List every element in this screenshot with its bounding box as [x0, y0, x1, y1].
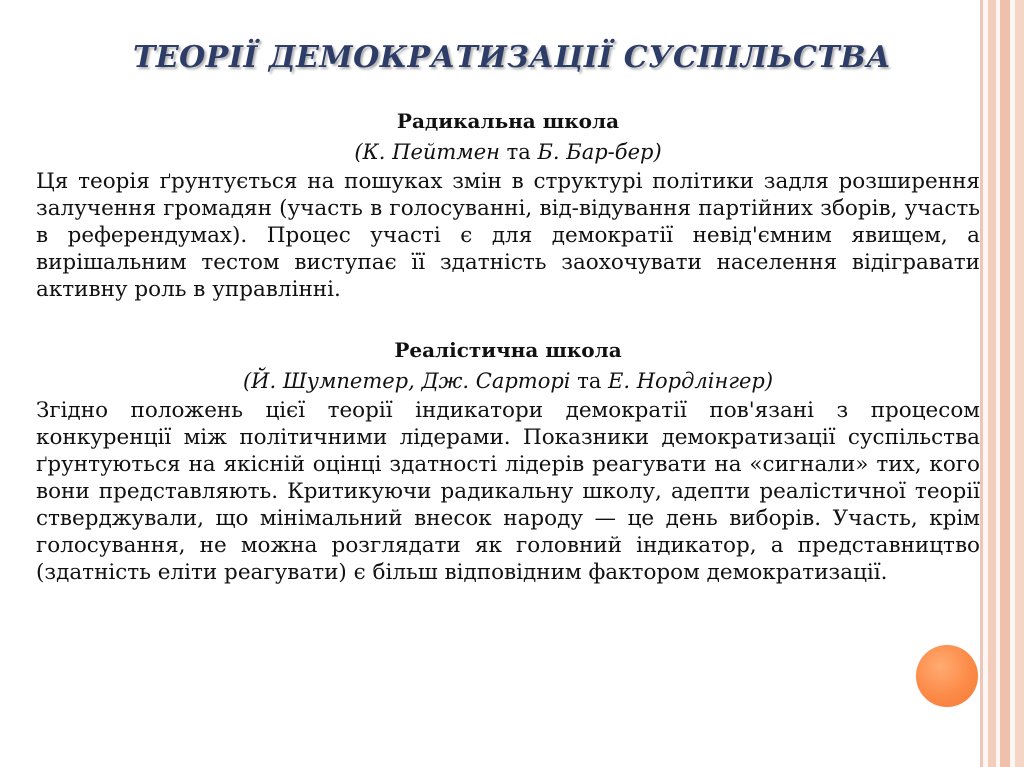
slide-title: ТЕОРІЇ ДЕМОКРАТИЗАЦІЇ СУСПІЛЬСТВА	[132, 40, 892, 75]
decorative-side-stripes	[980, 0, 1024, 767]
authors-names: (Й. Шумпетер, Дж. Сарторі	[242, 369, 571, 393]
section-realist-school	[36, 335, 980, 586]
section-heading: Радикальна школа	[396, 109, 620, 133]
stripe	[988, 0, 996, 767]
decorative-orange-circle	[916, 645, 978, 707]
section-authors	[36, 136, 980, 168]
authors-names: (К. Пейтмен	[354, 140, 500, 164]
authors-conjunction: та	[506, 140, 531, 164]
stripe	[1015, 0, 1024, 767]
stripe	[1000, 0, 1010, 767]
slide-content	[36, 106, 980, 586]
authors-conjunction: та	[577, 369, 602, 393]
section-heading: Реалістична школа	[394, 338, 622, 362]
section-authors	[36, 365, 980, 397]
section-body: Згідно положень цієї теорії індикатори демократії пов'язані з процесом конкуренції між політичними лідерами. Показники демократизації суспільства ґрунтуються на якісній оцінці здатності лідерів реагувати на «сигнали» тих, кого вони представляють. Критикуючи радикальну школу, адепти реалістичної теорії стверджували, що мінімальний внесок народу — це день виборів. Участь, крім голосування, не можна розглядати як головний індикатор, а представництво (здатність еліти реагувати) є більш відповідним фактором демократизації.	[36, 398, 980, 585]
section-radical-school	[36, 106, 980, 303]
authors-names: Б. Бар-бер)	[537, 140, 662, 164]
section-body: Ця теорія ґрунтується на пошуках змін в структурі політики задля розширення залучення громадян (участь в голосуванні, від-відування партійних зборів, участь в референдумах). Процес участі є для демократії невід'ємним явищем, а вирішальним тестом виступає її здатність заохочувати населення відігравати активну роль в управлінні.	[36, 169, 980, 302]
section-spacer	[36, 303, 980, 335]
authors-names: Е. Нордлінгер)	[608, 369, 774, 393]
